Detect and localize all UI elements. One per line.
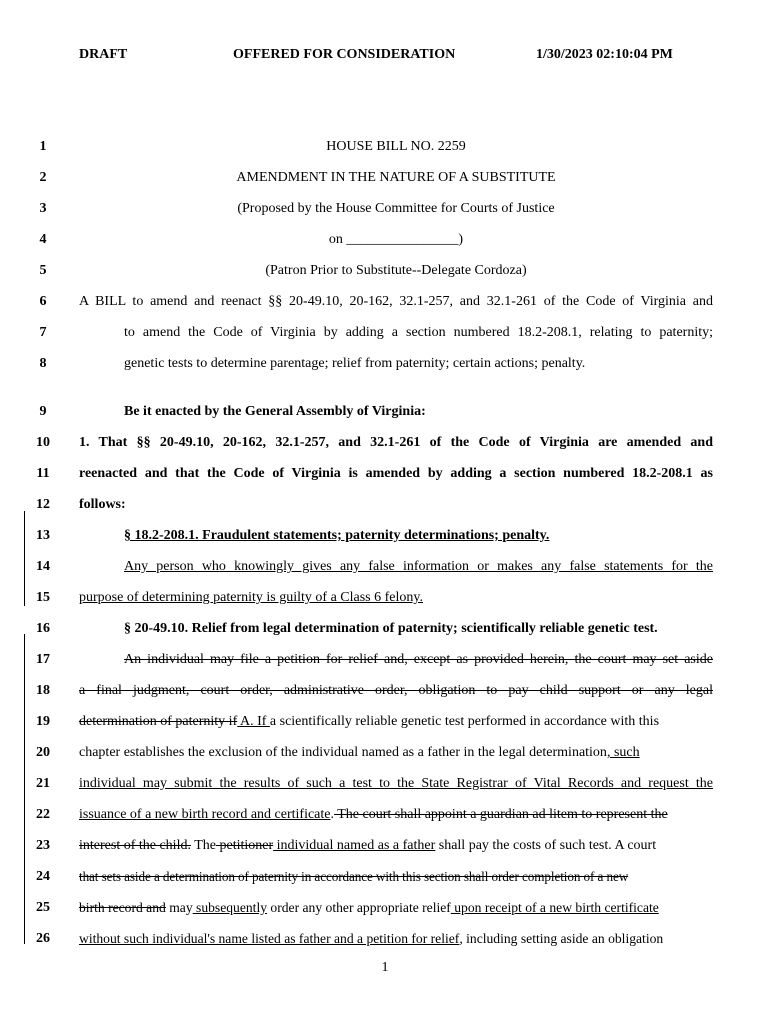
proposed-date: on ________________)	[328, 232, 464, 247]
timestamp: 1/30/2023 02:10:04 PM	[536, 47, 673, 62]
bill-line	[0, 929, 770, 949]
inserted-text: subsequently	[192, 900, 268, 915]
plain-text: may	[165, 900, 193, 915]
bill-text	[79, 898, 713, 918]
deleted-text: that sets aside a determination of paternity in accordance with this section shall order completion of a new	[79, 869, 629, 884]
line-number: 2	[39, 170, 47, 185]
line-number: 6	[39, 294, 47, 309]
deleted-text: birth record and	[79, 900, 166, 915]
inserted-text: purpose of determining paternity is guilty of a Class 6 felony.	[79, 590, 423, 605]
bill-text	[79, 712, 713, 732]
line-number: 23	[36, 838, 50, 853]
deleted-text: The court shall appoint a guardian ad litem to represent the	[334, 807, 668, 822]
line-number: 9	[39, 404, 47, 419]
line-number: 8	[39, 356, 47, 371]
inserted-text: individual may submit the results of such a test to the State Registrar of Vital Records and request the	[79, 776, 713, 791]
bill-text: to amend the Code of Virginia by adding a section numbered 18.2-208.1, relating to paternity;	[124, 325, 713, 340]
bill-line	[0, 588, 770, 608]
bill-line	[0, 681, 770, 701]
bill-line	[0, 230, 770, 250]
line-number: 16	[36, 621, 50, 636]
inserted-text: individual named as a father	[273, 838, 436, 853]
bill-line	[0, 433, 770, 453]
bill-line	[0, 867, 770, 887]
plain-text: a scientifically reliable genetic test performed in accordance with this	[269, 714, 660, 729]
bill-line	[0, 402, 770, 422]
line-number: 7	[39, 325, 47, 340]
bill-text: 1. That §§ 20-49.10, 20-162, 32.1-257, and 32.1-261 of the Code of Virginia are amended and	[79, 435, 713, 450]
line-number: 18	[36, 683, 50, 698]
bill-line	[0, 712, 770, 732]
line-number: 4	[39, 232, 47, 247]
bill-line	[0, 774, 770, 794]
bill-text: genetic tests to determine parentage; relief from paternity; certain actions; penalty.	[124, 356, 586, 371]
section-heading	[124, 526, 713, 546]
bill-text	[79, 588, 713, 608]
bill-line	[0, 557, 770, 577]
bill-line	[0, 650, 770, 670]
plain-text: order any other appropriate relief	[267, 900, 451, 915]
line-number: 22	[36, 807, 50, 822]
bill-line	[0, 323, 770, 343]
section-heading: § 20-49.10. Relief from legal determination of paternity; scientifically reliable genetic test.	[124, 621, 658, 636]
bill-text	[79, 743, 713, 763]
bill-text: reenacted and that the Code of Virginia is amended by adding a section numbered 18.2-208.1 as	[79, 466, 713, 481]
line-number: 25	[36, 900, 50, 915]
bill-text: Any person who knowingly gives any false information or makes any false statements for the	[124, 559, 713, 574]
bill-line	[0, 836, 770, 856]
bill-number: HOUSE BILL NO. 2259	[326, 139, 466, 154]
plain-text: shall pay the costs of such test. A court	[435, 838, 657, 853]
bill-text: follows:	[79, 497, 126, 512]
bill-line	[0, 526, 770, 546]
offered-label: OFFERED FOR CONSIDERATION	[233, 47, 456, 62]
bill-line	[0, 805, 770, 825]
line-number: 3	[39, 201, 47, 216]
plain-text: chapter establishes the exclusion of the individual named as a father in the legal determination	[79, 745, 607, 760]
plain-text: .	[330, 807, 334, 822]
bill-line	[0, 168, 770, 188]
inserted-text: upon receipt of a new birth certificate	[450, 900, 659, 915]
bill-line	[0, 292, 770, 312]
bill-line	[0, 261, 770, 281]
bill-text	[79, 929, 713, 949]
line-number: 26	[36, 931, 50, 946]
deleted-text: determination of paternity if	[79, 714, 238, 729]
page-number: 1	[381, 960, 389, 975]
inserted-text: § 18.2-208.1. Fraudulent statements; paternity determinations; penalty.	[124, 528, 550, 543]
line-number: 19	[36, 714, 50, 729]
line-number: 13	[36, 528, 50, 543]
line-number: 12	[36, 497, 50, 512]
line-number: 1	[39, 139, 47, 154]
bill-line	[0, 495, 770, 515]
proposed-by: (Proposed by the House Committee for Courts of Justice	[237, 201, 555, 216]
bill-line	[0, 464, 770, 484]
inserted-text: without such individual's name listed as father and a petition for relief	[79, 931, 460, 946]
inserted-text: , such	[606, 745, 640, 760]
line-number: 14	[36, 559, 50, 574]
deleted-text: An individual may file a petition for relief and, except as provided herein, the court may set aside	[124, 652, 713, 667]
bill-line	[0, 354, 770, 374]
plain-text: The	[190, 838, 216, 853]
line-number: 17	[36, 652, 50, 667]
bill-text	[79, 805, 713, 825]
line-number: 11	[36, 466, 50, 481]
enacting-clause: Be it enacted by the General Assembly of Virginia:	[124, 404, 426, 419]
line-number: 10	[36, 435, 50, 450]
plain-text: , including setting aside an obligation	[459, 931, 664, 946]
deleted-text: interest of the child.	[79, 838, 191, 853]
bill-line	[0, 137, 770, 157]
bill-line	[0, 619, 770, 639]
line-number: 20	[36, 745, 50, 760]
line-number: 24	[36, 869, 50, 884]
inserted-text: A. If	[237, 714, 270, 729]
bill-text: A BILL to amend and reenact §§ 20-49.10, 20-162, 32.1-257, and 32.1-261 of the Code of Virginia and	[79, 294, 713, 309]
line-number: 21	[36, 776, 50, 791]
draft-label: DRAFT	[79, 47, 128, 62]
amendment-title: AMENDMENT IN THE NATURE OF A SUBSTITUTE	[236, 170, 556, 185]
bill-line	[0, 898, 770, 918]
deleted-text: petitioner	[215, 838, 274, 853]
inserted-text: issuance of a new birth record and certificate	[79, 807, 331, 822]
deleted-text: a final judgment, court order, administrative order, obligation to pay child support or any legal	[79, 683, 713, 698]
bill-line	[0, 743, 770, 763]
line-number: 5	[39, 263, 47, 278]
patron: (Patron Prior to Substitute--Delegate Cordoza)	[265, 263, 527, 278]
bill-text	[79, 836, 713, 856]
bill-line	[0, 199, 770, 219]
line-number: 15	[36, 590, 50, 605]
